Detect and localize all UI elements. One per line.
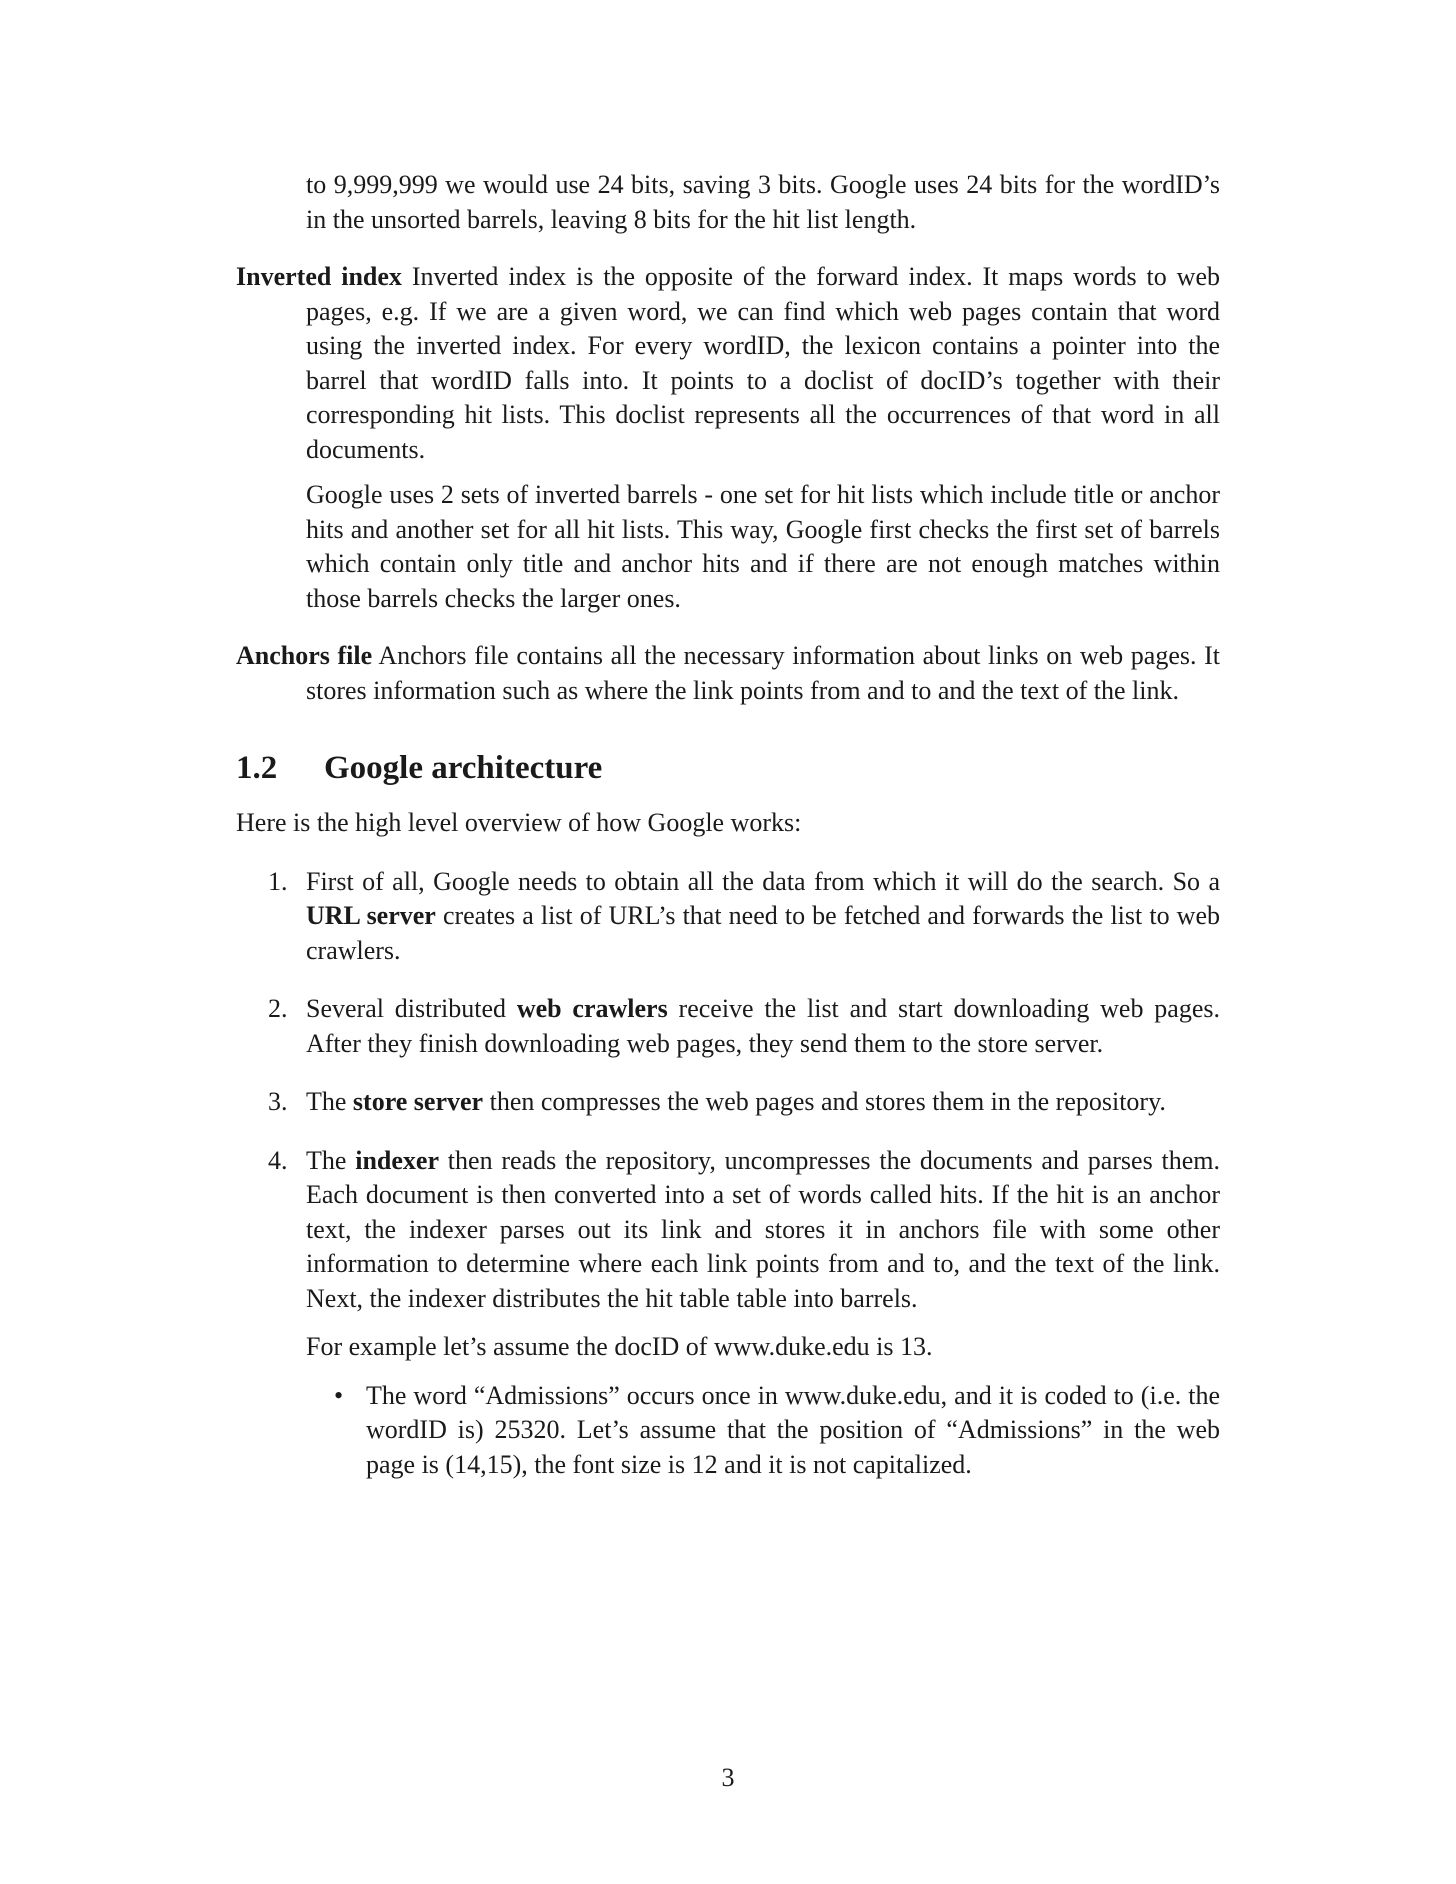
section-title: Google architecture — [324, 750, 603, 786]
page-body — [236, 168, 1220, 1482]
step-text: First of all, Google needs to obtain all the data from which it will do the search. So a — [306, 866, 1220, 896]
step-bold-term: web crawlers — [516, 994, 668, 1023]
list-marker: 3. — [268, 1087, 288, 1116]
list-item-step-4 — [236, 1144, 1220, 1365]
list-item-step-2 — [236, 992, 1220, 1061]
list-marker: 1. — [268, 866, 288, 896]
step-bold-term: URL server — [306, 901, 436, 930]
step-bold-term: store server — [352, 1087, 484, 1116]
term-inverted-index: Inverted index — [236, 262, 402, 291]
step-text: creates a list of URL’s that need to be fetched and forwards the list to web crawlers. — [306, 901, 1220, 965]
bullet-icon: • — [334, 1380, 344, 1410]
description-inverted-index — [236, 260, 1220, 616]
section-number: 1.2 — [236, 750, 278, 786]
continuation-paragraph: to 9,999,999 we would use 24 bits, saving 3 bits. Google uses 24 bits for the wordID’s in the unsorted barrels, leaving 8 bits for the hit list length. — [306, 170, 1220, 234]
step-bold-term: indexer — [355, 1145, 439, 1175]
list-marker: 2. — [268, 994, 288, 1023]
list-item-step-3 — [236, 1085, 1220, 1120]
list-item-step-1 — [236, 865, 1220, 969]
section-heading — [236, 748, 1220, 788]
step-text: The — [306, 1087, 353, 1116]
list-marker: 4. — [268, 1145, 288, 1175]
term-anchors-file: Anchors file — [236, 641, 373, 670]
step-text: receive the list and start downloading web pages. After they finish downloading web pages, they send them to the store server. — [306, 994, 1220, 1058]
bullet-text: The word “Admissions” occurs once in www.duke.edu, and it is coded to (i.e. the wordID is) 25320. Let’s assume that the position of “Admissions” in the web page is (14,15), the font size is 12 and it is not capitalized. — [366, 1380, 1220, 1479]
step-text: then compresses the web pages and stores them in the repository. — [483, 1087, 1166, 1116]
description-text: Inverted index is the opposite of the forward index. It maps words to web pages, e.g. If we are a given word, we can find which web pages contain that word using the inverted index. For every wordID, the lexicon contains a pointer into the barrel that wordID falls into. It points to a doclist of docID’s together with their corresponding hit lists. This doclist represents all the occurrences of that word in all documents. — [306, 262, 1220, 464]
description-anchors-file — [236, 639, 1220, 708]
page-number: 3 — [721, 1763, 735, 1792]
description-text: Anchors file contains all the necessary information about links on web pages. It stores information such as where the link points from and to and the text of the link. — [306, 641, 1220, 705]
section-intro: Here is the high level overview of how Google works: — [236, 808, 802, 837]
step-example-paragraph: For example let’s assume the docID of www.duke.edu is 13. — [306, 1332, 933, 1361]
description-text-2: Google uses 2 sets of inverted barrels - one set for hit lists which include title or anchor hits and another set for all hit lists. This way, Google first checks the first set of barrels which contain only title and anchor hits and if there are not enough matches within those barrels checks the larger ones. — [306, 480, 1220, 613]
step-text: Several distributed — [306, 994, 517, 1023]
step-text: then reads the repository, uncompresses the documents and parses them. Each document is then converted into a set of words called hits. If the hit is an anchor text, the indexer parses out its link and stores it in anchors file with some other information to determine where each link points from and to, and the text of the link. Next, the indexer distributes the hit table table into barrels. — [306, 1145, 1220, 1313]
bullet-item — [236, 1379, 1220, 1483]
step-text: The — [306, 1145, 356, 1175]
